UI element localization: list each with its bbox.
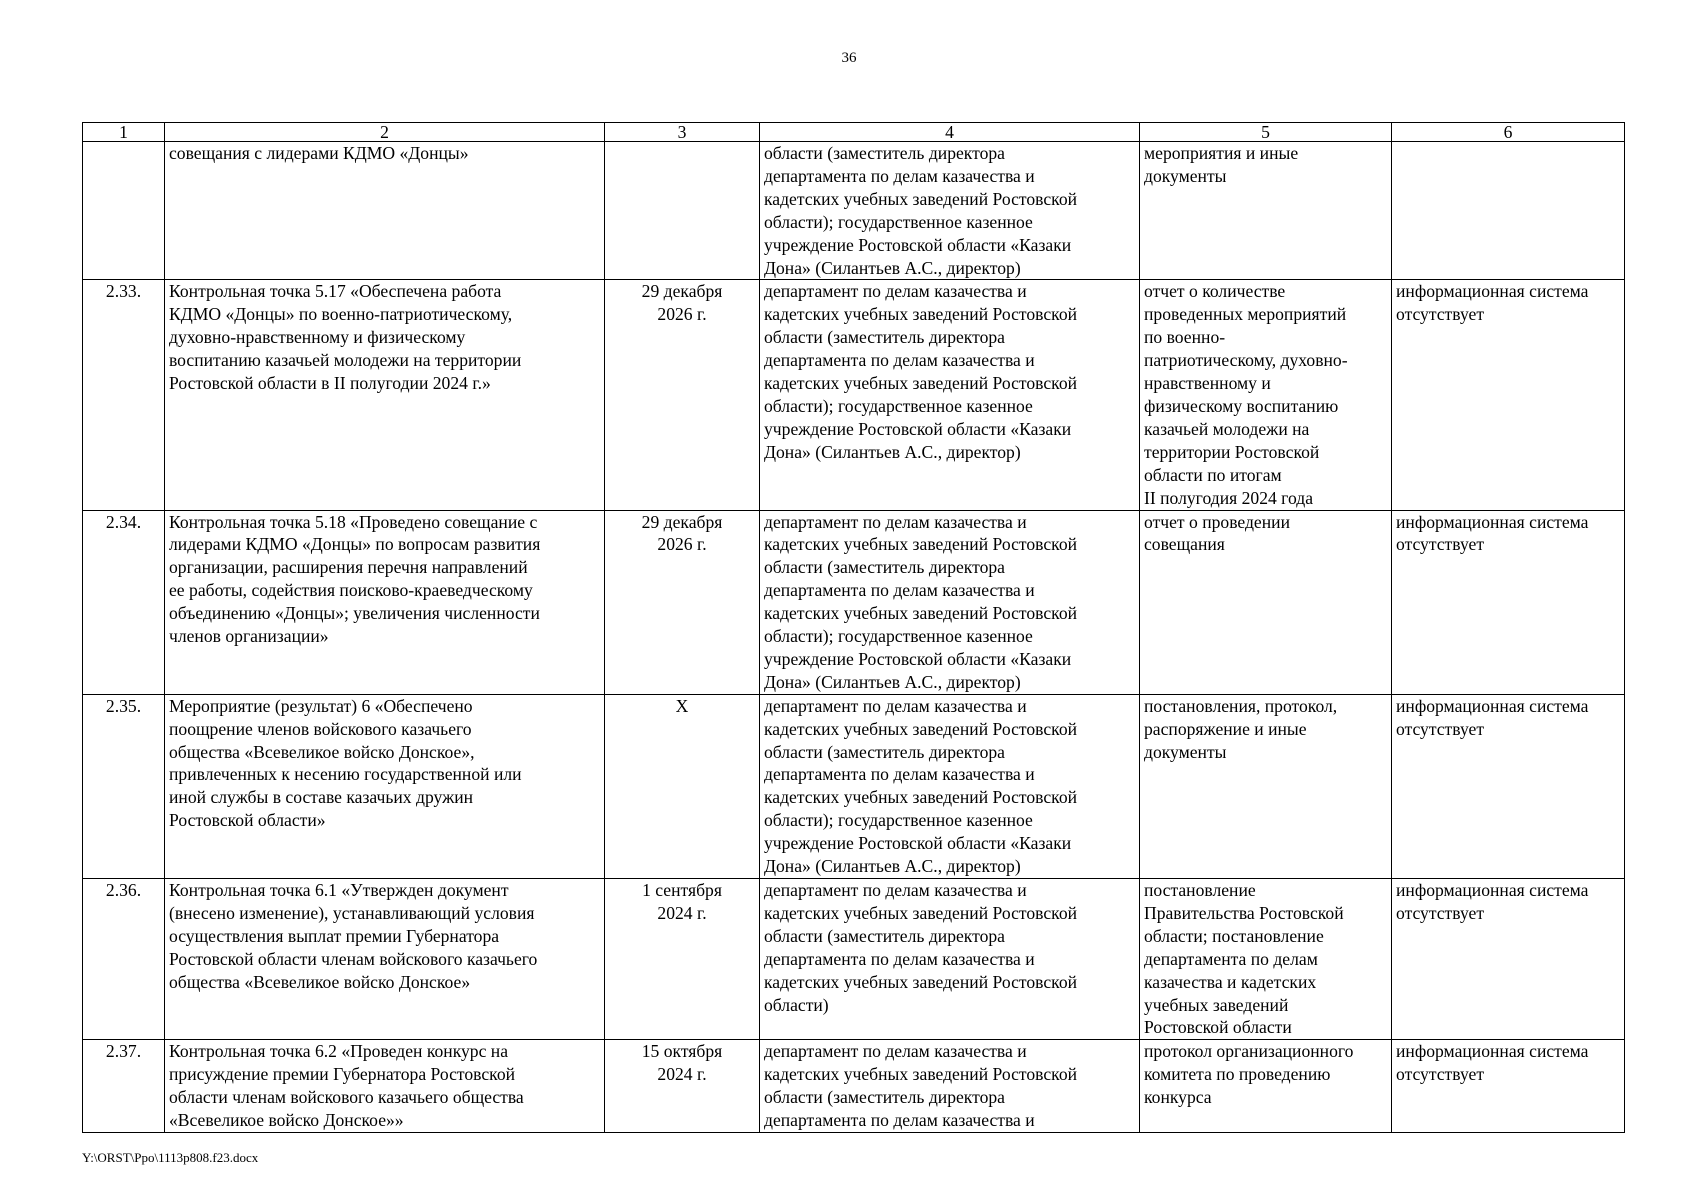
plan-table xyxy=(82,122,1625,1133)
row-number xyxy=(83,142,165,280)
file-path-footer: Y:\ORST\Ppo\1113p808.f23.docx xyxy=(82,1150,259,1165)
row-responsible: департамент по делам казачества и кадетских учебных заведений Ростовской области (заместитель директора департамента по делам казачества и кадетских учебных заведений Ростовской области); государственное казенное учреждение Ростовской области «Казаки Дона» (Силантьев А.С., директор) xyxy=(760,510,1140,694)
table-row xyxy=(83,879,1625,1040)
row-document: протокол организационного комитета по проведению конкурса xyxy=(1140,1040,1392,1133)
row-date: 15 октября 2024 г. xyxy=(605,1040,760,1133)
row-responsible: области (заместитель директора департамента по делам казачества и кадетских учебных заведений Ростовской области); государственное казенное учреждение Ростовской области «Казаки Дона» (Силантьев А.С., директор) xyxy=(760,142,1140,280)
row-name: Контрольная точка 5.18 «Проведено совещание с лидерами КДМО «Донцы» по вопросам развития организации, расширения перечня направлений ее работы, содействия поисково-краеведческому объединению «Донцы»; увеличения численности членов организации» xyxy=(165,510,605,694)
page-number: 36 xyxy=(841,50,857,66)
table-row xyxy=(83,694,1625,878)
row-system xyxy=(1392,142,1625,280)
column-header: 1 xyxy=(83,123,165,142)
table-row xyxy=(83,510,1625,694)
column-header: 2 xyxy=(165,123,605,142)
row-name: Контрольная точка 6.2 «Проведен конкурс на присуждение премии Губернатора Ростовской области членам войскового казачьего общества «Всевеликое войско Донское»» xyxy=(165,1040,605,1133)
row-responsible: департамент по делам казачества и кадетских учебных заведений Ростовской области (заместитель директора департамента по делам казачества и кадетских учебных заведений Ростовской области); государственное казенное учреждение Ростовской области «Казаки Дона» (Силантьев А.С., директор) xyxy=(760,694,1140,878)
row-system: информационная система отсутствует xyxy=(1392,510,1625,694)
row-document: постановление Правительства Ростовской области; постановление департамента по делам казачества и кадетских учебных заведений Ростовской области xyxy=(1140,879,1392,1040)
row-number: 2.33. xyxy=(83,280,165,510)
table-row xyxy=(83,1040,1625,1133)
column-number-row xyxy=(83,123,1625,142)
row-name: Контрольная точка 5.17 «Обеспечена работа КДМО «Донцы» по военно-патриотическому, духовно-нравственному и физическому воспитанию казачьей молодежи на территории Ростовской области в II полугодии 2024 г.» xyxy=(165,280,605,510)
table-row xyxy=(83,142,1625,280)
row-number: 2.34. xyxy=(83,510,165,694)
row-name: совещания с лидерами КДМО «Донцы» xyxy=(165,142,605,280)
row-document: постановления, протокол, распоряжение и иные документы xyxy=(1140,694,1392,878)
row-system: информационная система отсутствует xyxy=(1392,879,1625,1040)
row-responsible: департамент по делам казачества и кадетских учебных заведений Ростовской области (заместитель директора департамента по делам казачества и xyxy=(760,1040,1140,1133)
column-header: 4 xyxy=(760,123,1140,142)
row-system: информационная система отсутствует xyxy=(1392,1040,1625,1133)
row-number: 2.36. xyxy=(83,879,165,1040)
row-name: Мероприятие (результат) 6 «Обеспечено поощрение членов войскового казачьего общества «Всевеликое войско Донское», привлеченных к несению государственной или иной службы в составе казачьих дружин Ростовской области» xyxy=(165,694,605,878)
row-date xyxy=(605,142,760,280)
row-number: 2.35. xyxy=(83,694,165,878)
row-responsible: департамент по делам казачества и кадетских учебных заведений Ростовской области (заместитель директора департамента по делам казачества и кадетских учебных заведений Ростовской области); государственное казенное учреждение Ростовской области «Казаки Дона» (Силантьев А.С., директор) xyxy=(760,280,1140,510)
row-document: отчет о проведении совещания xyxy=(1140,510,1392,694)
row-date: 29 декабря 2026 г. xyxy=(605,280,760,510)
column-header: 5 xyxy=(1140,123,1392,142)
row-date: X xyxy=(605,694,760,878)
row-document: мероприятия и иные документы xyxy=(1140,142,1392,280)
column-header: 3 xyxy=(605,123,760,142)
row-name: Контрольная точка 6.1 «Утвержден документ (внесено изменение), устанавливающий условия осуществления выплат премии Губернатора Ростовской области членам войскового казачьего общества «Всевеликое войско Донское» xyxy=(165,879,605,1040)
column-header: 6 xyxy=(1392,123,1625,142)
row-document: отчет о количестве проведенных мероприятий по военно- патриотическому, духовно- нравственному и физическому воспитанию казачьей молодежи на территории Ростовской области по итогам II полугодия 2024 года xyxy=(1140,280,1392,510)
table-row xyxy=(83,280,1625,510)
row-responsible: департамент по делам казачества и кадетских учебных заведений Ростовской области (заместитель директора департамента по делам казачества и кадетских учебных заведений Ростовской области) xyxy=(760,879,1140,1040)
row-system: информационная система отсутствует xyxy=(1392,694,1625,878)
row-date: 29 декабря 2026 г. xyxy=(605,510,760,694)
row-date: 1 сентября 2024 г. xyxy=(605,879,760,1040)
row-system: информационная система отсутствует xyxy=(1392,280,1625,510)
row-number: 2.37. xyxy=(83,1040,165,1133)
